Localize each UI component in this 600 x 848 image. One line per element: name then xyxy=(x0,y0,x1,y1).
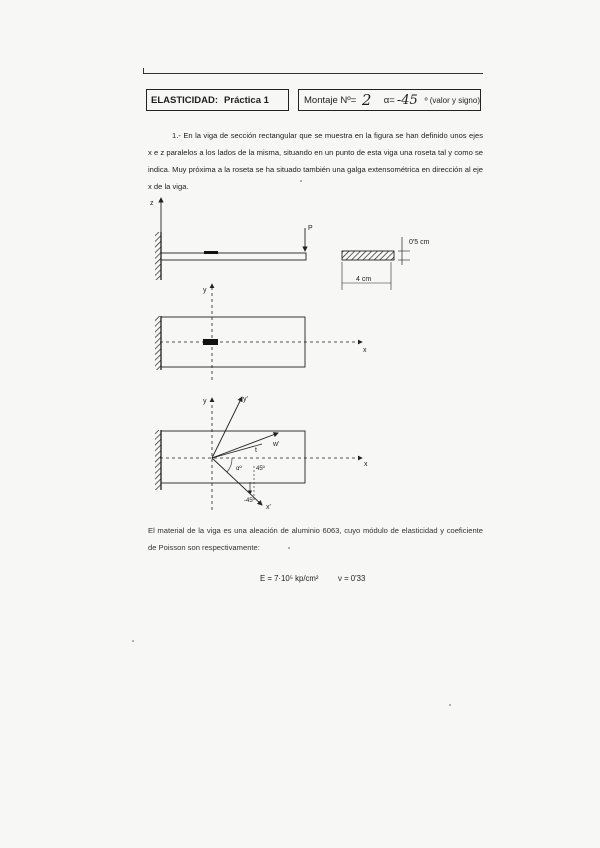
rosette-45-label: 45º xyxy=(256,466,265,472)
scan-speck xyxy=(449,704,451,706)
rosette-neg45-label: -45º xyxy=(244,498,255,504)
material-statement xyxy=(148,522,483,556)
section-rect xyxy=(342,251,394,260)
beam-side xyxy=(161,253,306,260)
gauge-plan xyxy=(203,339,218,345)
plan-y-label: y xyxy=(203,287,207,294)
section-width-label: 4 cm xyxy=(356,276,372,283)
beam-rosette xyxy=(161,431,305,483)
cross-section xyxy=(342,237,430,290)
rosette-xprime-label: x' xyxy=(266,504,271,511)
rosette-view xyxy=(155,396,368,511)
problem-number: 1.- xyxy=(172,131,181,140)
section-thickness-label: 0'5 cm xyxy=(409,239,430,246)
gauge-side xyxy=(204,251,218,254)
rosette-w-axis xyxy=(212,433,278,458)
rosette-y-label: y xyxy=(203,398,207,405)
title-practice: Práctica 1 xyxy=(224,94,269,106)
scan-speck xyxy=(288,547,290,549)
rosette-t-label: t xyxy=(255,447,257,454)
scan-speck xyxy=(132,640,134,642)
scan-speck xyxy=(300,180,302,182)
rosette-yprime-axis xyxy=(212,397,242,458)
rosette-alpha-label: αº xyxy=(236,466,242,472)
load-label: P xyxy=(308,225,313,232)
wall-hatch-rosette xyxy=(155,430,161,490)
material-text: El material de la viga es una aleación de aluminio 6063, cuyo módulo de elasticidad y coeficiente de Poisson son respectivamente: xyxy=(148,526,483,552)
problem-text: En la viga de sección rectangular que se muestra en la figura se han definido unos ejes x e z paralelos a los lados de la misma, situando en un punto de esta viga una roseta tal y como se indica. Muy próxima a la roseta se ha situado también una galga extensométrica en dirección al eje x de la viga. xyxy=(148,131,483,191)
alpha-unit-note: º (valor y signo) xyxy=(424,95,480,105)
formula-nu: ν = 0'33 xyxy=(338,574,366,583)
montaje-value: 2 xyxy=(361,91,372,109)
rosette-yprime-label: y' xyxy=(243,396,248,403)
rosette-w-label: w' xyxy=(273,441,280,448)
wall-hatch-plan xyxy=(155,316,161,370)
alpha-value: -45 xyxy=(396,92,418,108)
side-z-label: z xyxy=(150,200,154,207)
side-view xyxy=(150,198,313,280)
montaje-label: Montaje Nº= xyxy=(304,94,357,106)
formula-E: E = 7·10⁵ kp/cm² xyxy=(260,574,319,583)
wall-hatch-side xyxy=(155,232,161,280)
title-label: ELASTICIDAD: xyxy=(151,94,219,106)
rosette-x-label: x xyxy=(364,461,368,468)
plan-view xyxy=(155,284,367,380)
alpha-arc xyxy=(227,458,232,472)
plan-x-label: x xyxy=(363,347,367,354)
alpha-label: α= xyxy=(383,94,395,106)
